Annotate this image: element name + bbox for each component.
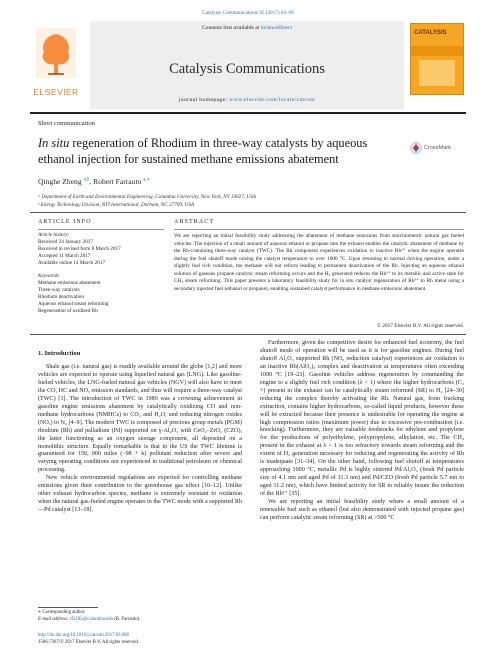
email-note xyxy=(38,617,140,622)
keyword: Regeneration of oxidized Rh xyxy=(38,308,98,314)
journal-name: Catalysis Communications xyxy=(169,61,325,77)
article-type: Short communication xyxy=(38,120,95,127)
email-link[interactable]: rf2182@columbia.edu xyxy=(69,617,113,622)
issn-line: 1566-7367/© 2017 Elsevier B.V. All rights reserved. xyxy=(38,640,139,645)
article-info-rule xyxy=(38,229,164,230)
keyword: Methane emissions abatement xyxy=(38,280,101,286)
history-item: Received 24 January 2017 xyxy=(38,239,93,245)
paragraph: Shale gas (i.e. natural gas) is readily available around the globe [1,2] and more vehicles are expected to operate using liquefied natural gas (LNG). Like gasoline-fueled vehicles, the LNG-fueled natural gas vehicles (NGV) will also have to meet the CO, HC and NOₓ emission standards, and thus will require a three-way catalyst (TWC) [3]. The introduction of TWC in 1980 was a crowning achievement in gasoline engine emissions abatement by catalytically oxidizing CO and non-methane hydrocarbons (NMHCs) to CO₂ and H₂O, and reducing nitrogen oxides (NOₓ) to N₂ [4–9]. The modern TWC is composed of precious group metals (PGM) rhodium (Rh) and palladium (Pd) supported on γ-Al₂O₃ with CeO₂–ZrO₂ (CZO), the latter functioning as an oxygen storage component, all deposited on a monolithic structure. Equally remarkable is that in the US the TWC lifetime is guaranteed for 150, 000 miles (~98 + k) pollutant reduction after severe and varying operating conditions not experienced in traditional petroleum or chemical processing. xyxy=(38,364,242,474)
affiliation-b: ᵇ Energy Technology Division, RTI International, Durham, NC 27709, USA xyxy=(38,202,195,208)
crossmark-label: CrossMark xyxy=(424,145,452,151)
contents-line xyxy=(90,25,404,31)
header-divider xyxy=(30,112,466,114)
author-1[interactable]: Qinghe Zheng xyxy=(38,177,84,186)
history-item: Received in revised form 8 March 2017 xyxy=(38,246,121,252)
doi-link[interactable]: http://dx.doi.org/10.1016/j.catcom.2017.03.008 xyxy=(38,633,129,638)
cover-title: CATALYSIS xyxy=(414,30,447,36)
paragraph: New vehicle environmental regulations are expected for controlling methane emissions given their contribution to the greenhouse gas effect [10–12]. Unlike other exhaust hydrocarbon species, methane is extremely resistant to oxidation when the natural gas-fueled engine operates in the TWC mode with a supported Rh—Pd catalyst [13–18]. xyxy=(38,475,242,514)
author-1-affil[interactable]: a,b xyxy=(83,177,90,183)
footnote-rule xyxy=(38,607,98,608)
cover-image xyxy=(419,60,455,86)
publisher-name: ELSEVIER xyxy=(33,87,79,97)
author-2-affil[interactable]: a,∗ xyxy=(143,177,150,183)
paragraph: We are reporting an initial feasibility study where a small amount of a renewable fuel such as ethanol (but also demonstrated with injected propane gas) can perform catalytic steam reforming (SR) at >500 °C xyxy=(260,499,464,521)
abstract-copyright: © 2017 Elsevier B.V. All rights reserved. xyxy=(376,323,464,329)
sciencedirect-link[interactable]: ScienceDirect xyxy=(260,25,293,31)
title-rest: regeneration of Rhodium in three-way catalysts by aqueous ethanol injection for sustained methane emissions abatement xyxy=(38,136,368,166)
abstract-divider xyxy=(30,334,466,335)
info-divider xyxy=(30,212,466,213)
section-heading-introduction: 1. Introduction xyxy=(38,350,81,357)
keywords-label: Keywords: xyxy=(38,273,61,279)
body-column-left xyxy=(38,364,242,515)
journal-homepage xyxy=(90,97,404,103)
corresponding-author-note: ∗ Corresponding author. xyxy=(38,610,86,615)
running-head[interactable]: Catalysis Communications 95 (2017) 63–66 xyxy=(202,10,294,16)
article-info xyxy=(38,232,166,315)
contents-prefix: Contents lists available at xyxy=(201,25,261,31)
journal-header xyxy=(90,21,404,109)
history-label: Article history: xyxy=(38,232,70,238)
crossmark-badge[interactable] xyxy=(410,142,456,154)
abstract-rule xyxy=(174,229,464,230)
title-italic-part: In situ xyxy=(38,136,70,150)
paragraph: Furthermore, given the competitive desire for enhanced fuel economy, the fuel shutoff mode of operation will be used as it is for gasoline engines. During fuel shutoff Al₂O₃ supported Rh (NOₓ reduction catalyst) experiences air oxidation to an inactive Rh(AlO₂)ₓ complex and deactivation at temperatures often exceeding 1000 °C [19–23]. Gasoline vehicles address regeneration by commanding the engine to a slightly fuel rich condition (λ < 1) where the higher hydrocarbons (C₂ +) present in the exhaust can be catalytically steam reformed (SR) to H₂ [24–30] reducing the complex thereby activating the Rh. Natural gas, from fracking extraction, contains higher hydrocarbons, so-called liquid products, however these will be extracted because their presence is undesirable for operating the engine at high compression ratios (maximum power) due to excessive pre-combustion (i.e. knocking). Furthermore, they are valuable feedstocks for ethylene and propylene for the productions of polyethylene, polypropylene, alkylation, etc. The CH₄ present in the exhaust at λ < 1 is too refractory towards steam reforming and the extent of H₂ generation necessary for reducing and regenerating the activity of Rh is inadequate [31–34]. On the other hand, following fuel shutoff at temperatures approaching 1000 °C, metallic Pd is highly sintered Pd/Al₂O₃ (fresh Pd particle size of 4.1 nm and aged Pd of 11.3 nm) and Pd/CZO (fresh Pd particle 5.7 nm to aged 11.2 nm), which have limited activity for SR to reliably insure the reduction of the Rh³⁺ [35]. xyxy=(260,340,464,498)
keyword: Three-way catalysts xyxy=(38,287,80,293)
body-column-right xyxy=(260,340,464,523)
author-list xyxy=(38,177,150,186)
keyword: Aqueous ethanol steam reforming xyxy=(38,301,109,307)
author-2[interactable]: , Robert Farrauto xyxy=(89,177,144,186)
elsevier-logo[interactable] xyxy=(30,25,82,97)
crossmark-icon xyxy=(410,142,422,154)
keyword: Rhodium deactivation xyxy=(38,294,84,300)
journal-cover-thumbnail[interactable] xyxy=(410,23,464,95)
homepage-prefix: journal homepage: xyxy=(178,97,230,103)
history-item: Accepted 11 March 2017 xyxy=(38,253,91,259)
elsevier-tree-icon xyxy=(36,28,76,78)
abstract-text: We are reporting an initial feasibility study addressing the abatement of methane emissions from stoichiometric natural gas fueled vehicles. The injection of a small amount of aqueous ethanol or propane into the exhaust enables the catalytic abatement of methane by the Rh-containing three-way catalyst (TWC). The Rh component experiences oxidation to inactive Rh³⁺ when the engine operates during the fuel shutoff mode raising the catalyst temperature to over 1000 °C. Upon returning to normal driving operation, under a slightly fuel rich condition, the methane will not reform leading to permanent deactivation of the Rh. Injecting an aqueous ethanol solution of gaseous propane catalytic steam reforming occurs and the H₂ generated reduces the Rh³⁺ to its metallic and active state for CH₄ steam reforming. This paper presents a laboratory feasibility study for in situ catalyst regeneration of Rh³⁺ to Rh metal using a secondary injected fuel (ethanol or propane), enabling sustained catalyst performance in methane emissions abatement. xyxy=(174,233,464,292)
abstract-heading: ABSTRACT xyxy=(174,219,215,225)
cover-band xyxy=(411,46,463,56)
homepage-link[interactable]: www.elsevier.com/locate/catcom xyxy=(229,97,316,103)
article-info-heading: ARTICLE INFO xyxy=(38,219,92,225)
article-title xyxy=(38,136,398,167)
history-item: Available online 14 March 2017 xyxy=(38,260,106,266)
affiliation-a: ᵃ Department of Earth and Environmental Engineering, Columbia University, New York, NY 10027, USA xyxy=(38,194,256,200)
email-prefix: E-mail address: xyxy=(38,617,70,622)
email-suffix: (R. Farrauto). xyxy=(113,617,141,622)
